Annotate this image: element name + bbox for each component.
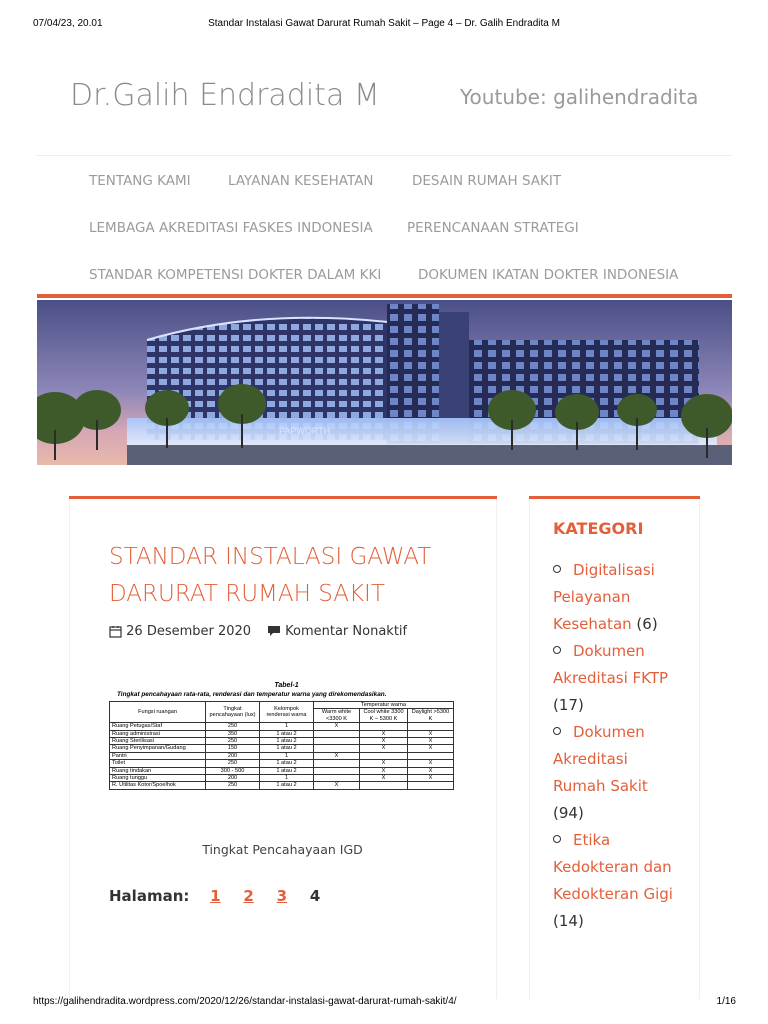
table-heading: Tabel-1 [274, 682, 299, 689]
category-count: (6) [636, 615, 658, 633]
print-datetime: 07/04/23, 20.01 [33, 18, 103, 29]
table-row [110, 767, 454, 774]
category-link-etika[interactable]: Etika Kedokteran dan Kedokteran Gigi [553, 831, 673, 903]
cell: Ruang tunggu [110, 775, 206, 782]
th-day: Daylight >5300 K [408, 709, 454, 723]
cell: X [314, 782, 360, 789]
cell: Ruang administrasi [110, 730, 206, 737]
category-list [553, 557, 683, 935]
table-row [110, 745, 454, 752]
list-item [553, 827, 683, 935]
th-lux: Tingkat pencahayaan (lux) [206, 702, 260, 723]
post-border-right [496, 499, 497, 999]
category-count: (14) [553, 912, 584, 930]
site-description: Youtube: galihendradita [460, 85, 699, 109]
cell: 1 atau 2 [260, 745, 314, 752]
bullet-icon [553, 565, 561, 573]
table-subtitle: Tingkat pencahayaan rata-rata, renderasi dan temperatur warna yang direkomendasikan. [117, 691, 387, 698]
site-title[interactable]: Dr.Galih Endradita M [70, 78, 380, 113]
cell: 250 [206, 723, 260, 730]
cell: X [360, 730, 408, 737]
cell: X [360, 767, 408, 774]
nav-item-standar-kompetensi[interactable]: STANDAR KOMPETENSI DOKTER DALAM KKI [89, 267, 382, 283]
post-comments-group [267, 624, 407, 639]
cell [360, 723, 408, 730]
list-item [553, 557, 683, 638]
print-header [0, 0, 768, 40]
pagination [109, 887, 320, 905]
cell [408, 782, 454, 789]
cell: 250 [206, 782, 260, 789]
cell: 1 [260, 752, 314, 759]
table-row [110, 782, 454, 789]
page-link-1[interactable]: 1 [210, 887, 221, 905]
cell: X [360, 760, 408, 767]
category-count: (94) [553, 804, 584, 822]
table-row [110, 738, 454, 745]
table-header-row [110, 702, 454, 709]
list-item [553, 719, 683, 827]
cell [314, 738, 360, 745]
table-row [110, 723, 454, 730]
cell: Pantri [110, 752, 206, 759]
nav-item-perencanaan-strategi[interactable]: PERENCANAAN STRATEGI [407, 220, 579, 236]
cell [314, 745, 360, 752]
sidebar-categories-widget [529, 496, 700, 996]
print-doc-title: Standar Instalasi Gawat Darurat Rumah Sakit – Page 4 – Dr. Galih Endradita M [208, 18, 560, 29]
cell: X [360, 775, 408, 782]
cell [314, 760, 360, 767]
cell [314, 730, 360, 737]
nav-item-dokumen-idi[interactable]: DOKUMEN IKATAN DOKTER INDONESIA [418, 267, 679, 283]
bullet-icon [553, 835, 561, 843]
cell: Ruang Petugas/Staf [110, 723, 206, 730]
hero-image [37, 300, 732, 465]
page-link-3[interactable]: 3 [276, 887, 288, 905]
post-article [69, 496, 497, 996]
cell: X [408, 745, 454, 752]
th-warm: Warm white <3300 K [314, 709, 360, 723]
cell [314, 767, 360, 774]
cell: 1 atau 2 [260, 760, 314, 767]
page-current: 4 [309, 887, 321, 905]
cell: X [314, 752, 360, 759]
bullet-icon [553, 646, 561, 654]
nav-item-layanan-kesehatan[interactable]: LAYANAN KESEHATAN [228, 173, 374, 189]
cell: 200 [206, 752, 260, 759]
table-row [110, 730, 454, 737]
cell [408, 723, 454, 730]
cell: Ruang tindakan [110, 767, 206, 774]
cell: X [408, 738, 454, 745]
category-link-rumah-sakit[interactable]: Dokumen Akreditasi Rumah Sakit [553, 723, 648, 795]
cell: R. Utilitas Kotor/Spoelhok [110, 782, 206, 789]
nav-item-lembaga-akreditasi[interactable]: LEMBAGA AKREDITASI FASKES INDONESIA [89, 220, 373, 236]
post-date-group [109, 624, 251, 639]
print-footer [0, 994, 768, 1024]
sidebar-border-right [699, 499, 700, 999]
category-count: (17) [553, 696, 584, 714]
post-date[interactable]: 26 Desember 2020 [126, 624, 252, 639]
print-page-number: 1/16 [716, 996, 736, 1007]
cell: 250 [206, 738, 260, 745]
calendar-icon [109, 625, 122, 638]
cell: 1 atau 2 [260, 782, 314, 789]
main-navigation [37, 155, 732, 298]
cell: 1 atau 2 [260, 767, 314, 774]
nav-item-tentang-kami[interactable]: TENTANG KAMI [89, 173, 191, 189]
cell: 250 [206, 760, 260, 767]
cell: X [408, 760, 454, 767]
cell [408, 752, 454, 759]
cell: X [314, 723, 360, 730]
cell: 150 [206, 745, 260, 752]
sidebar-border-left [529, 499, 530, 999]
post-comments-status: Komentar Nonaktif [285, 624, 408, 639]
cell: X [360, 745, 408, 752]
figure-caption: Tingkat Pencahayaan IGD [202, 842, 363, 857]
table-row [110, 752, 454, 759]
cell: 1 atau 2 [260, 738, 314, 745]
lighting-table [109, 701, 454, 790]
comment-icon [267, 625, 281, 638]
nav-item-desain-rumah-sakit[interactable]: DESAIN RUMAH SAKIT [412, 173, 562, 189]
cell: X [408, 775, 454, 782]
th-cool: Cool white 3300 K – 5300 K [360, 709, 408, 723]
cell: 1 [260, 775, 314, 782]
cell: 300 - 500 [206, 767, 260, 774]
lighting-table-figure [109, 682, 454, 832]
print-url: https://galihendradita.wordpress.com/2020/12/26/standar-instalasi-gawat-darurat-rumah-sakit/4/ [33, 996, 457, 1007]
table-row [110, 775, 454, 782]
cell: X [408, 730, 454, 737]
cell [360, 752, 408, 759]
cell: 1 [260, 723, 314, 730]
category-link-digitalisasi[interactable]: Digitalisasi Pelayanan Kesehatan [553, 561, 655, 633]
cell: Ruang Penyimpanan/Gudang [110, 745, 206, 752]
post-title: STANDAR INSTALASI GAWAT DARURAT RUMAH SAKIT [109, 544, 432, 607]
cell: X [360, 738, 408, 745]
cell: 200 [206, 775, 260, 782]
th-function: Fungsi ruangan [110, 702, 206, 723]
th-group: Kelompok renderasi warna [260, 702, 314, 723]
list-item [553, 638, 683, 719]
cell [314, 775, 360, 782]
cell: Ruang Sterilisasi [110, 738, 206, 745]
table-row [110, 760, 454, 767]
cell: Toilet [110, 760, 206, 767]
cell: 350 [206, 730, 260, 737]
cell: X [408, 767, 454, 774]
hero-watermark: PAPWORTH [279, 426, 331, 436]
pagination-label: Halaman: [109, 887, 190, 905]
page-link-2[interactable]: 2 [243, 887, 254, 905]
cell [360, 782, 408, 789]
post-border-left [69, 499, 70, 999]
hospital-building-illustration [37, 300, 732, 465]
bullet-icon [553, 727, 561, 735]
widget-title: KATEGORI [553, 519, 644, 538]
nav-accent-bar [37, 294, 732, 298]
cell: 1 atau 2 [260, 730, 314, 737]
th-temp: Temperatur warna [314, 702, 454, 709]
category-link-fktp[interactable]: Dokumen Akreditasi FKTP [553, 642, 669, 687]
